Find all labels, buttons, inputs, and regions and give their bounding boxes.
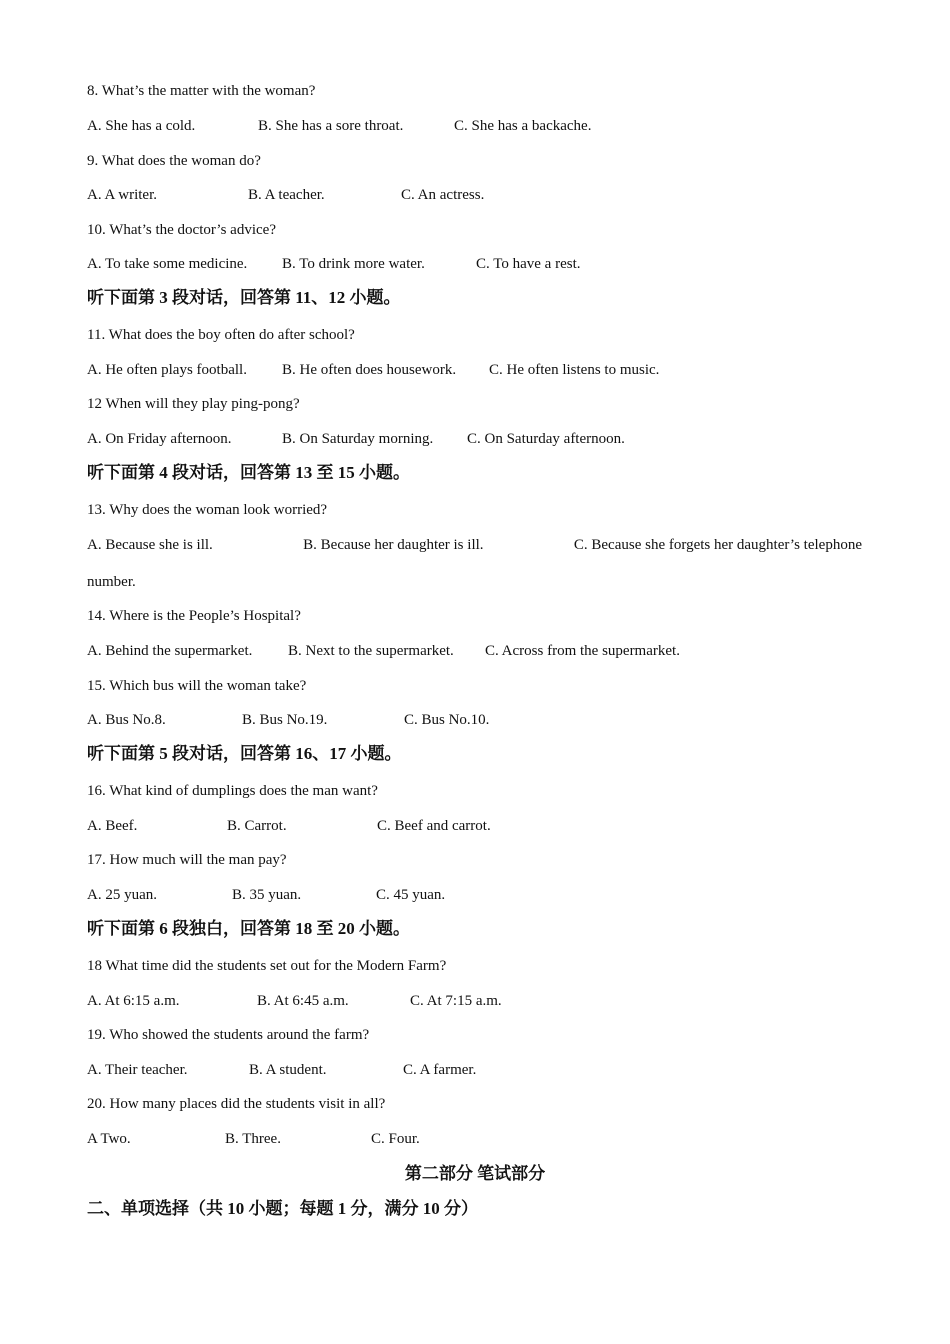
option-12b: B. On Saturday morning. (282, 431, 434, 447)
question-19: 19. Who showed the students around the farm? (87, 1027, 370, 1043)
option-15b: B. Bus No.19. (242, 712, 328, 728)
question-13: 13. Why does the woman look worried? (87, 502, 328, 518)
option-8b: B. She has a sore throat. (258, 118, 404, 134)
option-9a: A. A writer. (87, 187, 157, 203)
option-17b: B. 35 yuan. (232, 887, 302, 903)
question-9: 9. What does the woman do? (87, 153, 261, 169)
option-10c: C. To have a rest. (476, 256, 581, 272)
question-12: 12 When will they play ping-pong? (87, 396, 300, 412)
question-11: 11. What does the boy often do after school? (87, 327, 355, 343)
option-20b: B. Three. (225, 1131, 281, 1147)
question-14: 14. Where is the People’s Hospital? (87, 608, 301, 624)
option-13c: C. Because she forgets her daughter’s telephone (573, 537, 862, 553)
section-heading-5: 听下面第 5 段对话，回答第 16、17 小题。 (87, 744, 402, 763)
option-9c: C. An actress. (401, 187, 485, 203)
option-19c: C. A farmer. (403, 1062, 477, 1078)
option-8a: A. She has a cold. (87, 118, 196, 134)
option-20a: A Two. (87, 1131, 131, 1147)
option-11c: C. He often listens to music. (489, 362, 660, 378)
section-heading-4: 听下面第 4 段对话，回答第 13 至 15 小题。 (87, 463, 410, 482)
option-13a: A. Because she is ill. (87, 537, 213, 553)
option-8c: C. She has a backache. (454, 118, 592, 134)
option-20c: C. Four. (371, 1131, 420, 1147)
option-11b: B. He often does housework. (282, 362, 457, 378)
question-15: 15. Which bus will the woman take? (87, 678, 307, 694)
section-two-heading: 二、单项选择（共 10 小题；每题 1 分，满分 10 分） (87, 1199, 478, 1218)
question-8: 8. What’s the matter with the woman? (87, 83, 316, 99)
option-17a: A. 25 yuan. (87, 887, 157, 903)
option-11a: A. He often plays football. (87, 362, 247, 378)
option-16a: A. Beef. (87, 818, 138, 834)
option-17c: C. 45 yuan. (376, 887, 446, 903)
option-13b: B. Because her daughter is ill. (303, 537, 484, 553)
section-heading-3: 听下面第 3 段对话，回答第 11、12 小题。 (87, 288, 401, 307)
option-14a: A. Behind the supermarket. (87, 643, 253, 659)
option-18c: C. At 7:15 a.m. (410, 993, 502, 1009)
option-10b: B. To drink more water. (282, 256, 425, 272)
option-14b: B. Next to the supermarket. (288, 643, 454, 659)
option-18b: B. At 6:45 a.m. (257, 993, 349, 1009)
option-13c-continued: number. (87, 574, 136, 590)
option-15a: A. Bus No.8. (87, 712, 166, 728)
option-18a: A. At 6:15 a.m. (87, 993, 180, 1009)
section-heading-6: 听下面第 6 段独白，回答第 18 至 20 小题。 (87, 919, 410, 938)
question-16: 16. What kind of dumplings does the man want? (87, 783, 378, 799)
option-16c: C. Beef and carrot. (377, 818, 491, 834)
question-18: 18 What time did the students set out for the Modern Farm? (87, 958, 447, 974)
question-10: 10. What’s the doctor’s advice? (87, 222, 276, 238)
option-19b: B. A student. (249, 1062, 327, 1078)
option-19a: A. Their teacher. (87, 1062, 188, 1078)
option-12a: A. On Friday afternoon. (87, 431, 232, 447)
option-16b: B. Carrot. (227, 818, 287, 834)
option-10a: A. To take some medicine. (87, 256, 248, 272)
question-17: 17. How much will the man pay? (87, 852, 287, 868)
option-12c: C. On Saturday afternoon. (467, 431, 625, 447)
question-20: 20. How many places did the students visit in all? (87, 1096, 386, 1112)
options-13 (87, 535, 862, 555)
option-15c: C. Bus No.10. (404, 712, 490, 728)
option-9b: B. A teacher. (248, 187, 325, 203)
option-14c: C. Across from the supermarket. (485, 643, 680, 659)
part-two-title: 第二部分 笔试部分 (404, 1164, 546, 1183)
